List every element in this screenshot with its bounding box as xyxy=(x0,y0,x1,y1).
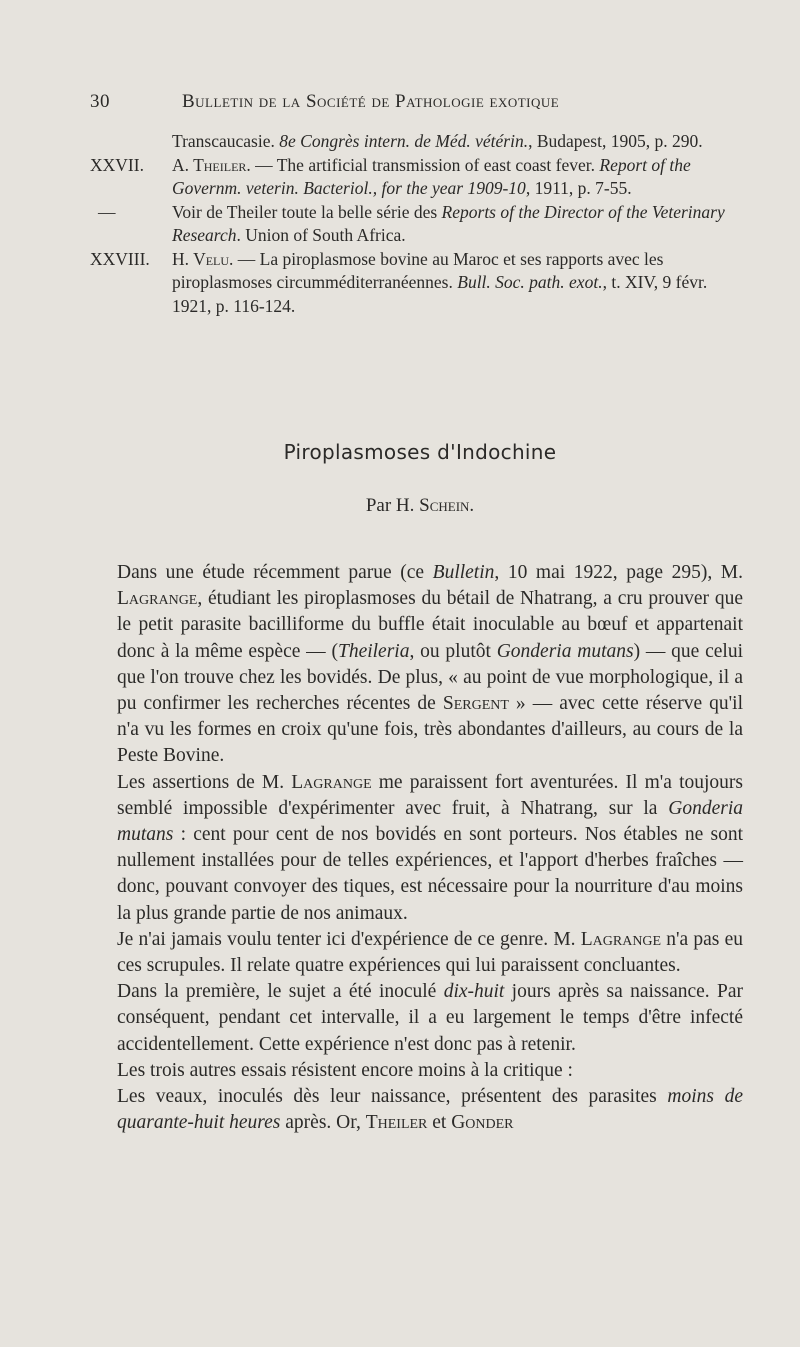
text-run: , 10 mai 1922, page 295), M. xyxy=(494,562,744,583)
italic-run: Bull. Soc. path. exot. xyxy=(457,272,603,292)
text-run: , étudiant les piroplasmoses du bétail de Nhatrang, a cru prouver que le petit parasite bacilliforme du buffle était inoculable au bœuf et appartenait donc à la même espèce — ( xyxy=(117,588,743,662)
page-number: 30 xyxy=(90,91,110,112)
text-run: Dans la première, le sujet a été inoculé xyxy=(117,981,444,1003)
text-run: Les veaux, inoculés dès leur naissance, présentent des parasites xyxy=(117,1086,668,1108)
reference-item xyxy=(90,201,750,248)
reference-number: XXVII. xyxy=(90,154,144,175)
reference-number: XXVIII. xyxy=(90,248,150,269)
text-run: » — avec cette réserve qu'il n'a vu les formes en croix qu'une fois, très abondantes d'ailleurs, au cours de la Peste Bovine. xyxy=(117,693,743,767)
paragraph xyxy=(117,560,743,770)
text-run: Transcaucasie. xyxy=(172,131,280,151)
reference-text xyxy=(172,248,750,319)
text-run: Voir de Theiler toute la belle série des xyxy=(172,201,442,222)
italic-run: dix-huit xyxy=(443,981,505,1003)
author-name: Schein. xyxy=(419,495,475,516)
italic-run: Reports of the Director of the Veterinary Research xyxy=(172,201,725,245)
article-body xyxy=(117,560,743,1136)
author-prefix: Par H. xyxy=(365,495,420,516)
text-run: , ou plutôt xyxy=(409,640,497,662)
reference-number: — xyxy=(98,201,116,222)
paragraph xyxy=(117,927,743,979)
text-run: , t. XIV, 9 févr. 1921, p. 116-124. xyxy=(172,272,708,316)
reference-text xyxy=(172,154,750,201)
reference-item xyxy=(90,248,750,319)
smallcaps-run: Lagrange xyxy=(117,588,198,610)
italic-run: Report of the Governm. veterin. Bacteriol., for the year 1909-10 xyxy=(172,154,691,198)
reference-item xyxy=(90,130,750,154)
italic-run: Gonderia mutans xyxy=(117,797,743,846)
italic-run: Gonderia mutans xyxy=(496,640,634,662)
text-run: Les assertions de M. xyxy=(117,771,292,793)
italic-run: 8e Congrès intern. de Méd. vétérin. xyxy=(279,131,529,151)
smallcaps-run: Gonder xyxy=(451,1112,514,1134)
text-run: , Budapest, 1905, p. 290. xyxy=(528,131,703,151)
smallcaps-run: Theiler xyxy=(365,1112,428,1134)
article-author xyxy=(0,495,800,517)
text-run: Je n'ai jamais voulu tenter ici d'expérience de ce genre. M. xyxy=(117,928,581,950)
smallcaps-run: H. Velu xyxy=(172,248,230,269)
reference-text xyxy=(172,130,750,154)
running-title: Bulletin de la Société de Pathologie exotique xyxy=(182,91,560,112)
italic-run: Bulletin xyxy=(432,562,495,583)
smallcaps-run: Lagrange xyxy=(580,928,662,950)
italic-run: Theileria xyxy=(337,640,410,662)
reference-item xyxy=(90,154,750,201)
reference-text xyxy=(172,201,750,248)
text-run: après. Or, xyxy=(280,1112,366,1134)
paragraph xyxy=(117,770,743,927)
smallcaps-run: Lagrange xyxy=(291,771,372,793)
paragraph xyxy=(117,1084,743,1136)
italic-run: moins de quarante-huit heures xyxy=(117,1086,744,1134)
text-run: ) — que celui que l'on trouve chez les bovidés. De plus, « au point de vue morphologique, il a pu confirmer les recherches récentes de xyxy=(117,640,743,715)
smallcaps-run: A. Theiler xyxy=(172,154,247,175)
text-run: me paraissent fort aventurées. Il m'a toujours semblé impossible d'expérimenter avec fruit, à Nhatrang, sur la xyxy=(117,771,743,819)
text-run: Les trois autres essais résistent encore moins à la critique : xyxy=(117,1059,573,1081)
paragraph xyxy=(117,1058,743,1084)
text-run: : cent pour cent de nos bovidés en sont porteurs. Nos étables ne sont nullement installées pour de telles expériences, et l'apport d'herbes fraîches — donc, pouvant convoyer des tiques, est nécessaire pour la nourriture d'au moins la plus grande partie de nos animaux. xyxy=(117,824,743,924)
text-run: . — The artificial transmission of east coast fever. xyxy=(246,154,600,175)
text-run: . — La piroplasmose bovine au Maroc et ses rapports avec les piroplasmoses circumméditerranéennes. xyxy=(172,248,664,292)
text-run: et xyxy=(427,1112,452,1134)
text-run: Dans une étude récemment parue (ce xyxy=(117,562,433,583)
paragraph xyxy=(117,979,743,1058)
article-title: Piroplasmoses d'Indochine xyxy=(283,440,557,464)
smallcaps-run: Sergent xyxy=(442,693,509,715)
text-run: , 1911, p. 7-55. xyxy=(525,178,632,198)
text-run: n'a pas eu ces scrupules. Il relate quatre expériences qui lui paraissent concluantes. xyxy=(117,928,743,977)
text-run: jours après sa naissance. Par conséquent, pendant cet intervalle, il a eu largement le temps d'être infecté accidentellement. Cette expérience n'est donc pas à retenir. xyxy=(117,981,743,1055)
text-run: . Union of South Africa. xyxy=(236,225,406,245)
reference-list xyxy=(90,130,750,318)
